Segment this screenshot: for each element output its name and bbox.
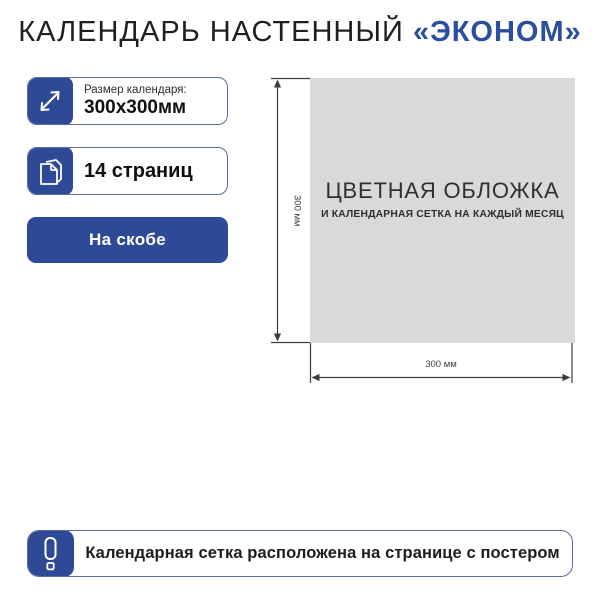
page-title-accent: «ЭКОНОМ» [412,16,582,48]
height-dimension-label [289,78,305,343]
spec-pages-value: 14 страниц [84,159,193,182]
spec-size-text [72,78,227,124]
page-title-text: КАЛЕНДАРЬ НАСТЕННЫЙ [18,16,404,48]
pages-icon [27,147,73,195]
binding-badge-label: На скобе [89,230,166,249]
pages-svg [34,154,66,188]
note-text: Календарная сетка расположена на странице с постером [85,544,560,562]
width-dimension-label: 300 мм [425,359,457,370]
diagonal-resize-arrow-icon [27,77,73,125]
diagonal-resize-arrow-svg [35,86,65,116]
note-banner [27,530,573,577]
spec-box-size [27,77,228,125]
spec-box-pages [27,147,228,195]
exclamation-icon [27,530,74,577]
calendar-dimension-diagram [270,70,585,392]
binding-badge [27,217,228,263]
exclamation-svg [27,530,74,577]
cover-subtitle: И КАЛЕНДАРНАЯ СЕТКА НА КАЖДЫЙ МЕСЯЦ [321,208,564,220]
spec-pages-text [72,148,227,194]
dimension-lines [270,70,585,392]
spec-size-label: Размер календаря: [84,83,187,96]
spec-size-value: 300x300мм [84,97,187,119]
page-title [0,16,600,49]
height-dimension-value: 300 мм [291,194,303,227]
cover-title: ЦВЕТНАЯ ОБЛОЖКА [325,177,560,203]
